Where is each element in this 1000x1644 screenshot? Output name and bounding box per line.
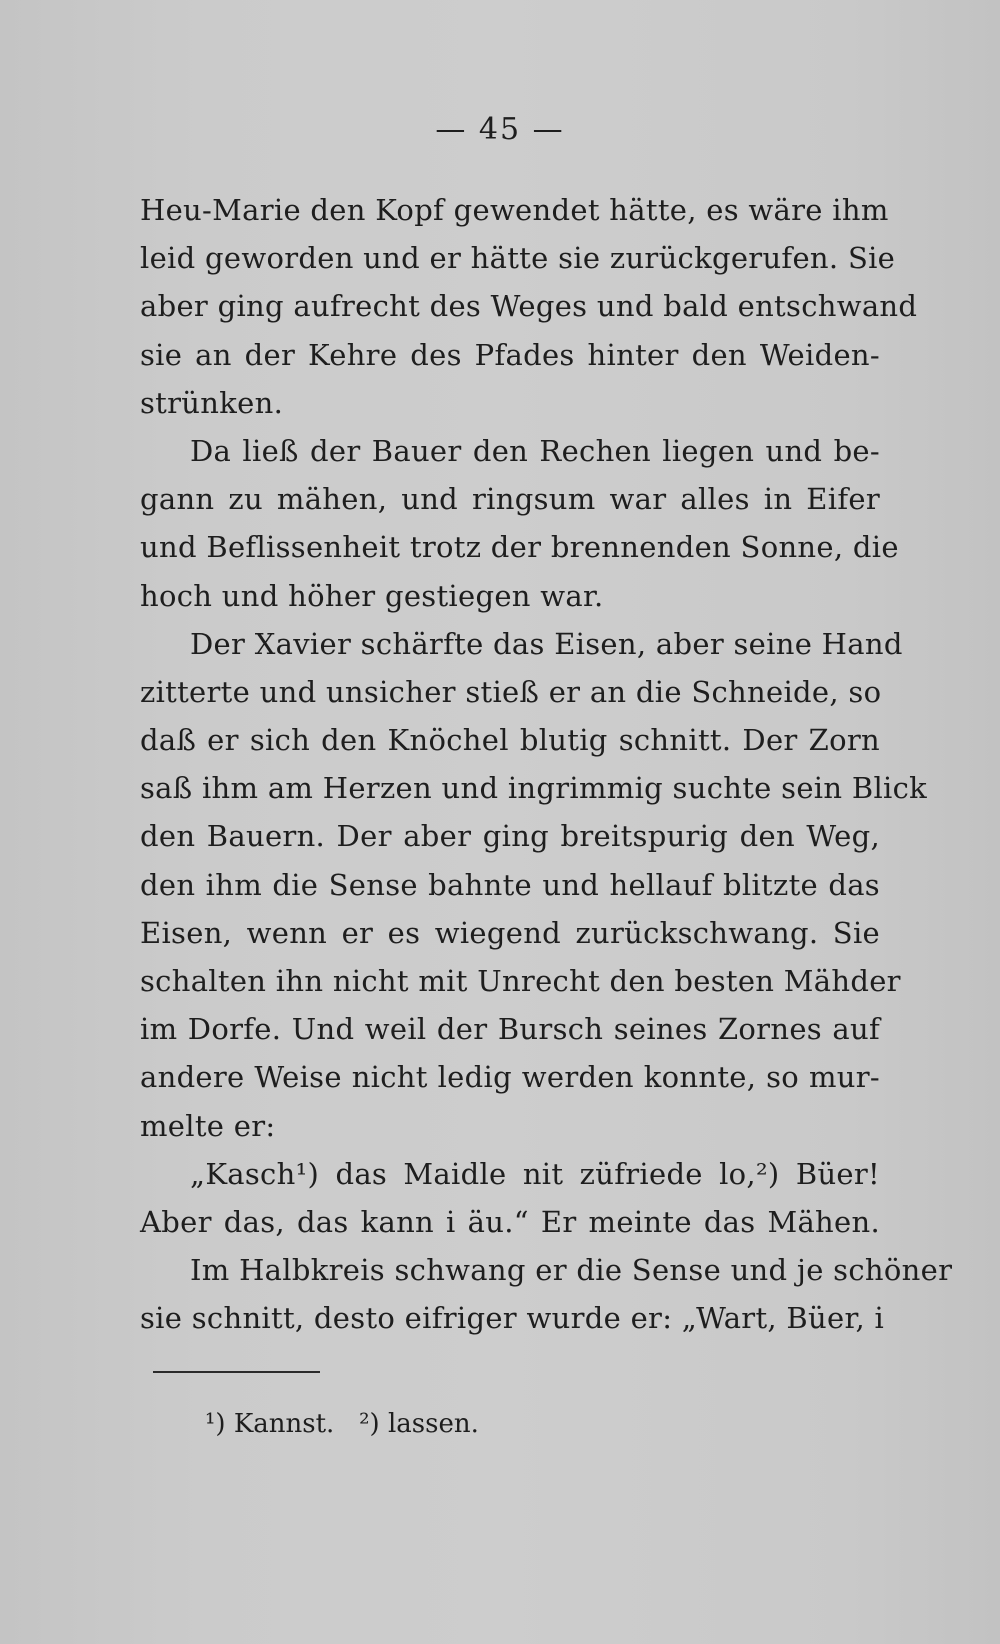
text-line: aber ging aufrecht des Weges und bald entschwand (140, 289, 918, 324)
text-line: saß ihm am Herzen und ingrimmig suchte sein Blick (140, 771, 928, 806)
page-number: — 45 — (435, 112, 565, 147)
footnote-1-marker: ¹) (205, 1409, 226, 1439)
footnotes (205, 1404, 479, 1444)
text-line: den Bauern. Der aber ging breitspurig den Weg, (140, 819, 880, 854)
text-line: zitterte und unsicher stieß er an die Schneide, so (140, 674, 882, 709)
text-line: den ihm die Sense bahnte und hellauf blitzte das (140, 867, 880, 902)
text-line: Heu-Marie den Kopf gewendet hätte, es wäre ihm (140, 193, 889, 227)
text-line: sie schnitt, desto eifriger wurde er: „Wart, Büer, i (140, 1301, 885, 1336)
text-line: hoch und höher gestiegen war. (140, 578, 604, 613)
text-line: strünken. (140, 385, 284, 420)
text-line: Im Halbkreis schwang er die Sense und je schöner (190, 1253, 953, 1288)
text-line: sie an der Kehre des Pfades hinter den Weiden- (140, 337, 880, 372)
text-line: daß er sich den Knöchel blutig schnitt. Der Zorn (140, 723, 880, 758)
text-line: Aber das, das kann i äu.“ Er meinte das Mähen. (140, 1204, 880, 1239)
text-line: Da ließ der Bauer den Rechen liegen und be- (190, 433, 880, 468)
footnote-2-marker: ²) (359, 1409, 380, 1439)
text-line: Eisen, wenn er es wiegend zurückschwang. Sie (140, 915, 880, 950)
footnote-divider (153, 1371, 320, 1373)
text-line: im Dorfe. Und weil der Bursch seines Zornes auf (140, 1012, 880, 1047)
text-line: schalten ihn nicht mit Unrecht den besten Mähder (140, 964, 901, 998)
body-text (140, 186, 953, 1343)
footnote-1-text: Kannst. (233, 1409, 335, 1439)
text-line: andere Weise nicht ledig werden konnte, so mur- (140, 1060, 880, 1095)
text-line: Der Xavier schärfte das Eisen, aber seine Hand (190, 626, 903, 661)
text-line: „Kasch¹) das Maidle nit züfriede lo,²) Büer! (190, 1156, 880, 1191)
text-line: melte er: (140, 1108, 276, 1143)
footnote-2-text: lassen. (387, 1409, 479, 1439)
text-line: und Beflissenheit trotz der brennenden Sonne, die (140, 530, 899, 565)
text-line: leid geworden und er hätte sie zurückgerufen. Sie (140, 241, 896, 276)
text-line: gann zu mähen, und ringsum war alles in Eifer (140, 482, 880, 517)
